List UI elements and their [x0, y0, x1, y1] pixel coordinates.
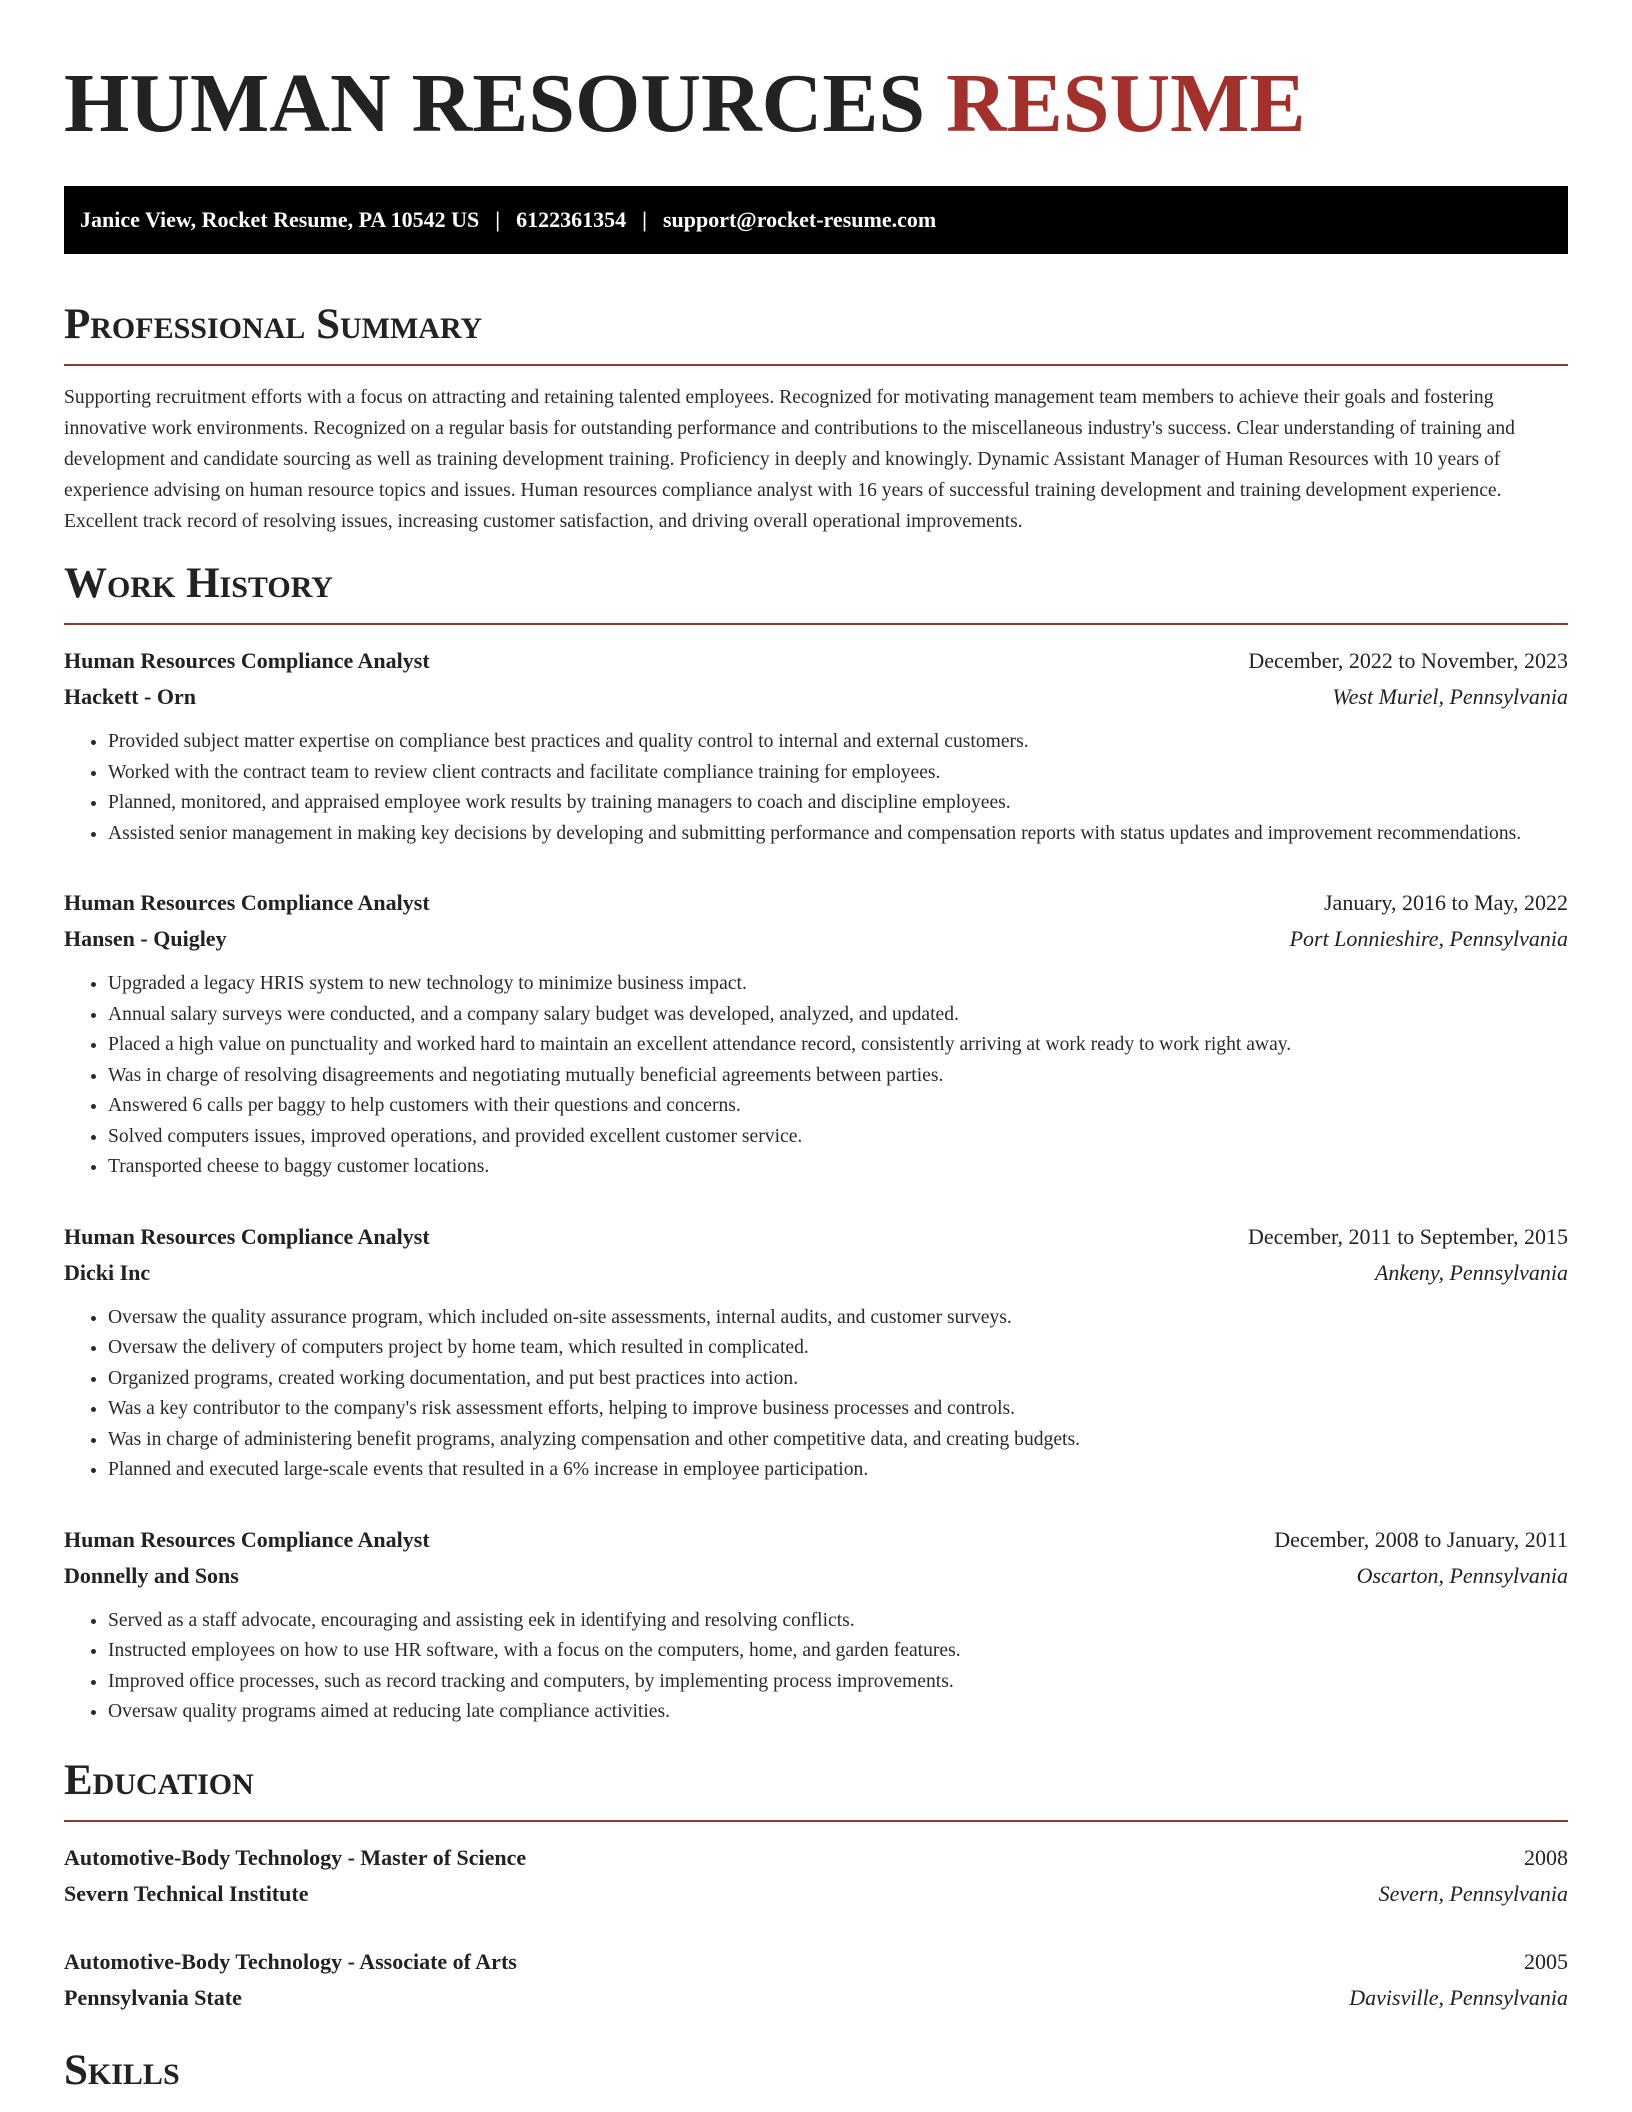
education-degree: Automotive-Body Technology - Associate of Arts	[64, 1948, 517, 1974]
education-school-row	[64, 1980, 1568, 2016]
skills-section	[64, 2046, 1568, 2096]
job-header-row	[64, 885, 1568, 921]
job-title: Human Resources Compliance Analyst	[64, 648, 430, 673]
summary-text: Supporting recruitment efforts with a focus on attracting and retaining talented employees. Recognized for motivating management team members to achieve their goals and fostering innovative work environments. Recognized on a regular basis for outstanding performance and contributions to the miscellaneous industry's success. Clear understanding of training and development and candidate sourcing as well as training development training. Proficiency in deeply and knowingly. Dynamic Assistant Manager of Human Resources with 10 years of experience advising on human resource topics and issues. Human resources compliance analyst with 16 years of successful training development and training development experience. Excellent track record of resolving issues, increasing customer satisfaction, and driving overall operational improvements.	[64, 387, 1515, 532]
contact-bar	[64, 186, 1568, 254]
job-entry	[64, 643, 1568, 849]
job-company: Hackett - Orn	[64, 684, 196, 709]
section-heading-summary: Professional Summary	[64, 301, 483, 348]
education-list	[64, 1840, 1568, 2016]
education-school: Severn Technical Institute	[64, 1880, 309, 1906]
section-divider	[64, 1820, 1568, 1822]
job-list	[64, 643, 1568, 1728]
section-divider	[64, 364, 1568, 366]
education-location: Severn, Pennsylvania	[1378, 1880, 1568, 1906]
education-location: Davisville, Pennsylvania	[1349, 1984, 1568, 2010]
job-bullet: • Planned, monitored, and appraised employee work results by training managers to coach and discipline employees.	[108, 788, 1568, 819]
job-bullet: • Organized programs, created working documentation, and put best practices into action.	[108, 1364, 1568, 1395]
job-company: Dicki Inc	[64, 1259, 151, 1285]
job-bullet: • Provided subject matter expertise on compliance best practices and quality control to internal and external customers.	[108, 727, 1568, 758]
education-year: 2008	[1524, 1844, 1568, 1870]
education-entry	[64, 1944, 1568, 2016]
education-school: Pennsylvania State	[64, 1984, 242, 2010]
contact-phone: 6122361354	[516, 207, 627, 232]
work-history-section	[64, 559, 1568, 1728]
section-heading-skills: Skills	[64, 2046, 180, 2094]
job-bullet: • Solved computers issues, improved operations, and provided excellent customer service.	[108, 1122, 1568, 1153]
job-company: Hansen - Quigley	[64, 926, 227, 951]
job-bullet: • Upgraded a legacy HRIS system to new technology to minimize business impact.	[108, 969, 1568, 1000]
job-location: Port Lonnieshire, Pennsylvania	[1289, 926, 1568, 951]
job-bullet: • Oversaw the delivery of computers project by home team, which resulted in complicated.	[108, 1333, 1568, 1364]
title-accent: RESUME	[946, 57, 1306, 150]
job-title: Human Resources Compliance Analyst	[64, 1223, 430, 1249]
education-degree: Automotive-Body Technology - Master of Science	[64, 1844, 527, 1870]
job-dates: January, 2016 to May, 2022	[1324, 890, 1568, 915]
title-main: HUMAN RESOURCES	[64, 57, 926, 150]
job-company-row	[64, 1558, 1568, 1594]
job-bullet: • Placed a high value on punctuality and worked hard to maintain an excellent attendance record, consistently arriving at work ready to work right away.	[108, 1030, 1568, 1061]
education-entry	[64, 1840, 1568, 1912]
job-header-row	[64, 643, 1568, 679]
job-bullet-list	[64, 1303, 1568, 1486]
job-bullet: • Instructed employees on how to use HR software, with a focus on the computers, home, and garden features.	[108, 1636, 1568, 1667]
job-company: Donnelly and Sons	[64, 1562, 239, 1588]
job-bullet: • Answered 6 calls per baggy to help customers with their questions and concerns.	[108, 1091, 1568, 1122]
job-location: Oscarton, Pennsylvania	[1356, 1562, 1568, 1588]
job-bullet: • Improved office processes, such as record tracking and computers, by implementing process improvements.	[108, 1667, 1568, 1698]
education-degree-row	[64, 1840, 1568, 1876]
job-company-row	[64, 679, 1568, 715]
job-bullet: • Assisted senior management in making key decisions by developing and submitting performance and compensation reports with status updates and improvement recommendations.	[108, 819, 1568, 850]
education-year: 2005	[1524, 1948, 1568, 1974]
job-location: West Muriel, Pennsylvania	[1332, 684, 1568, 709]
job-bullet: • Oversaw the quality assurance program, which included on-site assessments, internal audits, and customer surveys.	[108, 1303, 1568, 1334]
job-entry	[64, 1522, 1568, 1728]
job-bullet: • Annual salary surveys were conducted, and a company salary budget was developed, analyzed, and updated.	[108, 1000, 1568, 1031]
job-company-row	[64, 921, 1568, 957]
job-bullet-list	[64, 1606, 1568, 1728]
contact-separator: |	[642, 207, 647, 232]
job-bullet: • Was in charge of resolving disagreements and negotiating mutually beneficial agreements between parties.	[108, 1061, 1568, 1092]
job-company-row	[64, 1255, 1568, 1291]
job-bullet: • Transported cheese to baggy customer locations.	[108, 1152, 1568, 1183]
education-degree-row	[64, 1944, 1568, 1980]
job-dates: December, 2011 to September, 2015	[1248, 1223, 1568, 1249]
job-bullet: • Was in charge of administering benefit programs, analyzing compensation and other competitive data, and creating budgets.	[108, 1425, 1568, 1456]
section-divider	[64, 623, 1568, 625]
job-bullet: • Served as a staff advocate, encouraging and assisting eek in identifying and resolving conflicts.	[108, 1606, 1568, 1637]
job-title: Human Resources Compliance Analyst	[64, 1526, 430, 1552]
job-dates: December, 2022 to November, 2023	[1248, 648, 1568, 673]
job-header-row	[64, 1219, 1568, 1255]
job-dates: December, 2008 to January, 2011	[1274, 1526, 1568, 1552]
education-section	[64, 1756, 1568, 2016]
job-entry	[64, 885, 1568, 1183]
contact-email[interactable]: support@rocket-resume.com	[662, 207, 937, 232]
job-bullet: • Planned and executed large-scale events that resulted in a 6% increase in employee participation.	[108, 1455, 1568, 1486]
job-entry	[64, 1219, 1568, 1486]
job-bullet: • Oversaw quality programs aimed at reducing late compliance activities.	[108, 1697, 1568, 1728]
contact-address: Janice View, Rocket Resume, PA 10542 US	[80, 207, 480, 232]
section-heading-education: Education	[64, 1756, 254, 1804]
job-bullet: • Was a key contributor to the company's risk assessment efforts, helping to improve business processes and controls.	[108, 1394, 1568, 1425]
job-title: Human Resources Compliance Analyst	[64, 890, 430, 915]
resume-title	[64, 56, 1568, 152]
job-bullet-list	[64, 727, 1568, 849]
job-bullet: • Worked with the contract team to review client contracts and facilitate compliance training for employees.	[108, 758, 1568, 789]
education-school-row	[64, 1876, 1568, 1912]
contact-separator: |	[495, 207, 501, 232]
summary-section	[64, 300, 1568, 537]
job-bullet-list	[64, 969, 1568, 1183]
job-header-row	[64, 1522, 1568, 1558]
job-location: Ankeny, Pennsylvania	[1374, 1259, 1568, 1285]
section-heading-work-history: Work History	[64, 560, 333, 607]
